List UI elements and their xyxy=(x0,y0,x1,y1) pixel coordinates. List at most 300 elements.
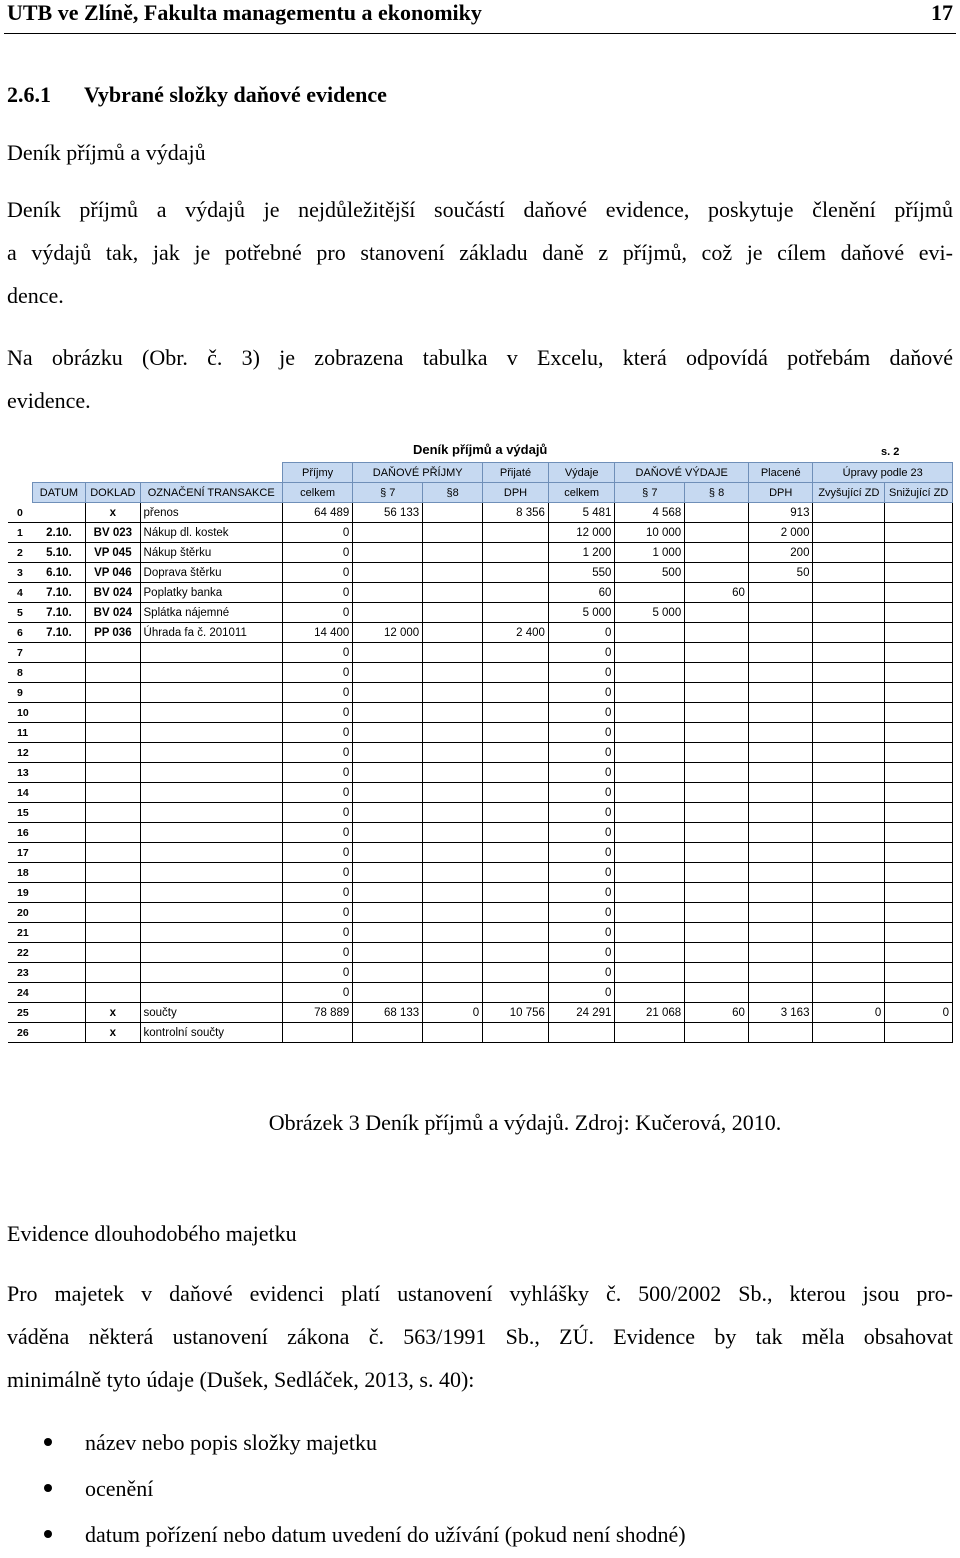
table-cell: 2.10. xyxy=(32,523,85,543)
table-cell xyxy=(423,523,483,543)
header-cell: DATUM xyxy=(32,483,85,503)
table-cell xyxy=(353,883,423,903)
table-cell: 6.10. xyxy=(32,563,85,583)
table-cell xyxy=(353,683,423,703)
row-number: 21 xyxy=(9,923,33,943)
table-cell xyxy=(140,763,282,783)
table-cell: 0 xyxy=(282,723,352,743)
table-cell xyxy=(748,903,813,923)
table-cell xyxy=(885,803,953,823)
table-cell xyxy=(685,603,749,623)
table-cell xyxy=(353,743,423,763)
table-cell xyxy=(423,703,483,723)
sheet-label: s. 2 xyxy=(881,446,900,458)
table-cell: 0 xyxy=(282,703,352,723)
table-cell xyxy=(748,723,813,743)
table-cell xyxy=(423,963,483,983)
row-number: 22 xyxy=(9,943,33,963)
table-cell xyxy=(615,703,685,723)
table-cell: 0 xyxy=(282,563,352,583)
table-cell xyxy=(885,823,953,843)
table-cell xyxy=(86,743,140,763)
table-cell xyxy=(685,563,749,583)
table-cell xyxy=(685,663,749,683)
paragraph-figure-ref xyxy=(7,336,953,422)
table-cell: 0 xyxy=(548,963,615,983)
table-cell: 7.10. xyxy=(32,583,85,603)
table-cell xyxy=(813,603,885,623)
table-cell xyxy=(423,943,483,963)
table-cell xyxy=(685,983,749,1003)
table-cell xyxy=(885,683,953,703)
table-cell xyxy=(353,903,423,923)
table-cell xyxy=(423,583,483,603)
header-cell: Výdaje xyxy=(548,463,615,483)
table-cell: 0 xyxy=(282,803,352,823)
table-cell xyxy=(483,783,549,803)
asset-requirements-list xyxy=(0,1420,686,1558)
page-header xyxy=(7,0,953,30)
table-cell xyxy=(282,1023,352,1043)
row-number: 2 xyxy=(9,543,33,563)
table-cell xyxy=(813,563,885,583)
table-cell: 0 xyxy=(548,943,615,963)
table-cell: 0 xyxy=(282,923,352,943)
table-cell xyxy=(885,763,953,783)
table-cell xyxy=(353,703,423,723)
header-divider xyxy=(4,33,956,34)
table-cell: 0 xyxy=(548,843,615,863)
table-cell: x xyxy=(86,1003,140,1023)
table-cell xyxy=(615,983,685,1003)
table-row xyxy=(9,703,953,723)
header-cell: DOKLAD xyxy=(86,483,140,503)
table-cell xyxy=(748,703,813,723)
table-row xyxy=(9,903,953,923)
table-cell: 0 xyxy=(282,763,352,783)
table-cell xyxy=(813,703,885,723)
table-cell xyxy=(353,643,423,663)
list-item xyxy=(0,1420,686,1466)
table-cell xyxy=(353,723,423,743)
table-cell xyxy=(32,983,85,1003)
table-cell: 0 xyxy=(423,1003,483,1023)
table-cell xyxy=(423,663,483,683)
table-cell xyxy=(86,783,140,803)
table-cell xyxy=(32,703,85,723)
table-cell xyxy=(353,803,423,823)
table-cell xyxy=(615,943,685,963)
table-cell xyxy=(423,683,483,703)
header-cell: DPH xyxy=(483,483,549,503)
table-cell: 0 xyxy=(282,663,352,683)
table-cell xyxy=(423,603,483,623)
paragraph-line: Deník příjmů a výdajů je nejdůležitější součástí daňové evidence, poskytuje členění příjmů xyxy=(7,197,953,222)
row-number: 3 xyxy=(9,563,33,583)
figure-caption: Obrázek 3 Deník příjmů a výdajů. Zdroj: Kučerová, 2010. xyxy=(268,1110,782,1135)
table-cell xyxy=(140,823,282,843)
table-cell xyxy=(615,583,685,603)
table-cell xyxy=(885,963,953,983)
table-cell: 60 xyxy=(548,583,615,603)
table-cell xyxy=(483,803,549,823)
table-cell xyxy=(86,803,140,823)
paragraph-line: váděna některá ustanovení zákona č. 563/1991 Sb., ZÚ. Evidence by tak měla obsahovat xyxy=(7,1324,953,1349)
section-heading xyxy=(7,82,387,108)
table-cell xyxy=(748,603,813,623)
table-cell xyxy=(885,883,953,903)
table-cell xyxy=(748,883,813,903)
table-cell: 56 133 xyxy=(353,503,423,523)
header-cell: DAŇOVÉ PŘÍJMY xyxy=(353,463,483,483)
table-cell xyxy=(748,643,813,663)
header-cell: § 7 xyxy=(615,483,685,503)
row-number: 10 xyxy=(9,703,33,723)
paragraph-line: evidence. xyxy=(7,388,91,413)
header-cell: DPH xyxy=(748,483,813,503)
table-cell xyxy=(685,883,749,903)
page-number: 17 xyxy=(931,0,953,25)
table-cell xyxy=(483,583,549,603)
table-row xyxy=(9,783,953,803)
table-cell: 0 xyxy=(548,863,615,883)
table-row xyxy=(9,663,953,683)
header-cell: § 7 xyxy=(353,483,423,503)
table-cell: 68 133 xyxy=(353,1003,423,1023)
table-cell: 0 xyxy=(548,703,615,723)
table-cell: 24 291 xyxy=(548,1003,615,1023)
table-cell xyxy=(685,1023,749,1043)
table-cell xyxy=(885,783,953,803)
table-cell: 0 xyxy=(282,603,352,623)
table-cell xyxy=(615,643,685,663)
table-row xyxy=(9,643,953,663)
bullet-icon xyxy=(44,1530,52,1538)
table-cell xyxy=(32,963,85,983)
table-cell xyxy=(885,743,953,763)
table-cell xyxy=(32,1003,85,1023)
table-cell: VP 046 xyxy=(86,563,140,583)
table-cell xyxy=(813,943,885,963)
table-row xyxy=(9,763,953,783)
table-cell: 0 xyxy=(282,943,352,963)
table-cell: 8 356 xyxy=(483,503,549,523)
table-cell: 0 xyxy=(282,843,352,863)
table-cell: 0 xyxy=(282,683,352,703)
table-cell xyxy=(885,603,953,623)
list-item-text: datum pořízení nebo datum uvedení do užívání (pokud není shodné) xyxy=(85,1522,686,1547)
table-cell xyxy=(32,663,85,683)
table-cell: 0 xyxy=(282,523,352,543)
header-cell: Zvyšující ZD xyxy=(813,483,885,503)
header-cell: OZNAČENÍ TRANSAKCE xyxy=(140,483,282,503)
table-cell: 60 xyxy=(685,1003,749,1023)
subheading-journal: Deník příjmů a výdajů xyxy=(7,140,206,165)
table-cell: BV 024 xyxy=(86,603,140,623)
paragraph-journal xyxy=(7,188,953,317)
table-cell xyxy=(353,823,423,843)
table-cell xyxy=(813,623,885,643)
table-cell xyxy=(748,823,813,843)
table-cell xyxy=(423,903,483,923)
table-cell xyxy=(685,783,749,803)
table-cell xyxy=(483,603,549,623)
table-cell: Splátka nájemné xyxy=(140,603,282,623)
table-cell xyxy=(813,763,885,783)
table-cell xyxy=(140,663,282,683)
table-cell xyxy=(685,723,749,743)
header-cell: celkem xyxy=(282,483,352,503)
table-cell xyxy=(885,623,953,643)
table-cell xyxy=(32,803,85,823)
table-cell: přenos xyxy=(140,503,282,523)
table-cell xyxy=(483,563,549,583)
table-cell xyxy=(423,1023,483,1043)
table-cell xyxy=(483,743,549,763)
table-cell xyxy=(813,843,885,863)
table-cell xyxy=(483,863,549,883)
table-cell xyxy=(748,983,813,1003)
row-number: 26 xyxy=(9,1023,33,1043)
table-cell: 0 xyxy=(282,643,352,663)
header-cell: celkem xyxy=(548,483,615,503)
table-cell xyxy=(32,743,85,763)
table-cell xyxy=(353,603,423,623)
table-cell: 7.10. xyxy=(32,623,85,643)
table-cell xyxy=(32,923,85,943)
table-cell xyxy=(885,863,953,883)
table-cell xyxy=(885,523,953,543)
table-cell xyxy=(86,823,140,843)
table-cell xyxy=(353,983,423,1003)
table-cell xyxy=(483,903,549,923)
table-cell: 0 xyxy=(548,803,615,823)
table-cell xyxy=(86,843,140,863)
row-number: 11 xyxy=(9,723,33,743)
table-cell: 0 xyxy=(813,1003,885,1023)
table-cell xyxy=(483,943,549,963)
table-cell: BV 023 xyxy=(86,523,140,543)
table-cell xyxy=(685,503,749,523)
table-cell: 0 xyxy=(548,723,615,743)
table-cell: součty xyxy=(140,1003,282,1023)
table-cell xyxy=(423,643,483,663)
table-row xyxy=(9,843,953,863)
paragraph-assets xyxy=(7,1272,953,1401)
table-cell xyxy=(885,843,953,863)
table-cell xyxy=(423,763,483,783)
table-row xyxy=(9,743,953,763)
table-cell xyxy=(353,923,423,943)
row-number: 4 xyxy=(9,583,33,603)
table-cell xyxy=(615,683,685,703)
table-cell xyxy=(32,943,85,963)
table-cell xyxy=(748,583,813,603)
table-cell xyxy=(685,903,749,923)
table-cell xyxy=(685,823,749,843)
table-cell xyxy=(483,703,549,723)
table-cell xyxy=(885,563,953,583)
row-number: 13 xyxy=(9,763,33,783)
table-cell xyxy=(885,703,953,723)
table-cell xyxy=(483,923,549,943)
row-number: 20 xyxy=(9,903,33,923)
paragraph-line: minimálně tyto údaje (Dušek, Sedláček, 2013, s. 40): xyxy=(7,1367,475,1392)
table-cell: 12 000 xyxy=(353,623,423,643)
row-number: 9 xyxy=(9,683,33,703)
table-cell: 200 xyxy=(748,543,813,563)
table-row xyxy=(9,623,953,643)
table-cell xyxy=(483,643,549,663)
table-cell xyxy=(748,923,813,943)
table-row xyxy=(9,723,953,743)
row-number: 17 xyxy=(9,843,33,863)
table-cell xyxy=(885,903,953,923)
row-number: 15 xyxy=(9,803,33,823)
table-cell xyxy=(748,683,813,703)
table-cell xyxy=(685,683,749,703)
table-cell xyxy=(140,743,282,763)
table-cell xyxy=(748,843,813,863)
table-cell: Nákup štěrku xyxy=(140,543,282,563)
table-cell xyxy=(423,783,483,803)
header-cell: Úpravy podle 23 xyxy=(813,463,953,483)
header-cell: § 8 xyxy=(685,483,749,503)
table-cell: 0 xyxy=(548,743,615,763)
table-cell: VP 045 xyxy=(86,543,140,563)
table-row xyxy=(9,523,953,543)
table-cell: x xyxy=(86,1023,140,1043)
table-cell xyxy=(140,783,282,803)
table-cell xyxy=(483,843,549,863)
table-cell: 0 xyxy=(548,783,615,803)
table-cell xyxy=(685,923,749,943)
table-cell xyxy=(32,843,85,863)
table-cell: 0 xyxy=(548,683,615,703)
table-cell: 2 400 xyxy=(483,623,549,643)
table-cell: 5 000 xyxy=(548,603,615,623)
table-row xyxy=(9,883,953,903)
header-title: UTB ve Zlíně, Fakulta managementu a ekonomiky xyxy=(7,0,482,25)
table-cell: 1 000 xyxy=(615,543,685,563)
table-row xyxy=(9,563,953,583)
header-cell: Placené xyxy=(748,463,813,483)
table-cell: 0 xyxy=(548,623,615,643)
table-cell xyxy=(748,803,813,823)
row-number: 23 xyxy=(9,963,33,983)
table-cell: 1 200 xyxy=(548,543,615,563)
table-cell xyxy=(423,723,483,743)
table-cell xyxy=(748,963,813,983)
table-cell: 0 xyxy=(282,823,352,843)
table-cell xyxy=(140,803,282,823)
table-cell: 60 xyxy=(685,583,749,603)
table-cell xyxy=(885,643,953,663)
table-cell xyxy=(813,903,885,923)
table-cell: Úhrada fa č. 201011 xyxy=(140,623,282,643)
table-cell xyxy=(86,943,140,963)
table-cell xyxy=(32,863,85,883)
table-cell xyxy=(615,763,685,783)
bullet-icon xyxy=(44,1484,52,1492)
table-row xyxy=(9,863,953,883)
table-cell xyxy=(885,503,953,523)
row-number: 19 xyxy=(9,883,33,903)
table-cell xyxy=(615,903,685,923)
table-cell xyxy=(140,643,282,663)
table-cell: 0 xyxy=(548,663,615,683)
table-cell xyxy=(353,763,423,783)
table-row xyxy=(9,543,953,563)
row-number: 12 xyxy=(9,743,33,763)
table-cell: 500 xyxy=(615,563,685,583)
table-cell xyxy=(86,903,140,923)
table-cell xyxy=(423,823,483,843)
header-cell: Příjmy xyxy=(282,463,352,483)
table-cell: 0 xyxy=(548,903,615,923)
excel-figure xyxy=(8,438,953,1078)
table-cell xyxy=(140,883,282,903)
table-cell xyxy=(813,983,885,1003)
table-cell xyxy=(353,943,423,963)
table-cell: 50 xyxy=(748,563,813,583)
table-cell xyxy=(86,883,140,903)
table-cell: 0 xyxy=(548,823,615,843)
table-cell xyxy=(885,923,953,943)
table-cell xyxy=(813,823,885,843)
table-cell xyxy=(483,763,549,783)
table-cell xyxy=(353,543,423,563)
table-cell xyxy=(885,983,953,1003)
table-cell: Poplatky banka xyxy=(140,583,282,603)
table-cell xyxy=(32,1023,85,1043)
row-number: 7 xyxy=(9,643,33,663)
table-cell: 5 481 xyxy=(548,503,615,523)
table-cell xyxy=(86,683,140,703)
table-cell xyxy=(685,743,749,763)
table-cell xyxy=(483,723,549,743)
table-cell xyxy=(615,663,685,683)
table-cell xyxy=(685,703,749,723)
table-cell xyxy=(86,763,140,783)
table-cell: 0 xyxy=(282,963,352,983)
table-cell xyxy=(615,723,685,743)
table-row xyxy=(9,583,953,603)
table-cell xyxy=(813,723,885,743)
table-cell: 550 xyxy=(548,563,615,583)
table-cell: 0 xyxy=(282,783,352,803)
table-cell xyxy=(32,823,85,843)
table-cell xyxy=(32,903,85,923)
paragraph-line: Pro majetek v daňové evidenci platí ustanovení vyhlášky č. 500/2002 Sb., kterou jsou pro- xyxy=(7,1281,953,1306)
table-cell xyxy=(813,523,885,543)
table-cell xyxy=(353,843,423,863)
table-cell: 10 000 xyxy=(615,523,685,543)
table-cell: 0 xyxy=(282,983,352,1003)
table-cell xyxy=(483,663,549,683)
table-cell xyxy=(86,963,140,983)
table-cell xyxy=(483,523,549,543)
table-cell xyxy=(353,563,423,583)
table-cell xyxy=(685,843,749,863)
table-cell xyxy=(140,903,282,923)
table-cell: 0 xyxy=(548,763,615,783)
table-cell xyxy=(885,663,953,683)
table-cell xyxy=(748,783,813,803)
table-cell: 0 xyxy=(282,543,352,563)
list-item xyxy=(0,1466,686,1512)
table-cell xyxy=(813,583,885,603)
